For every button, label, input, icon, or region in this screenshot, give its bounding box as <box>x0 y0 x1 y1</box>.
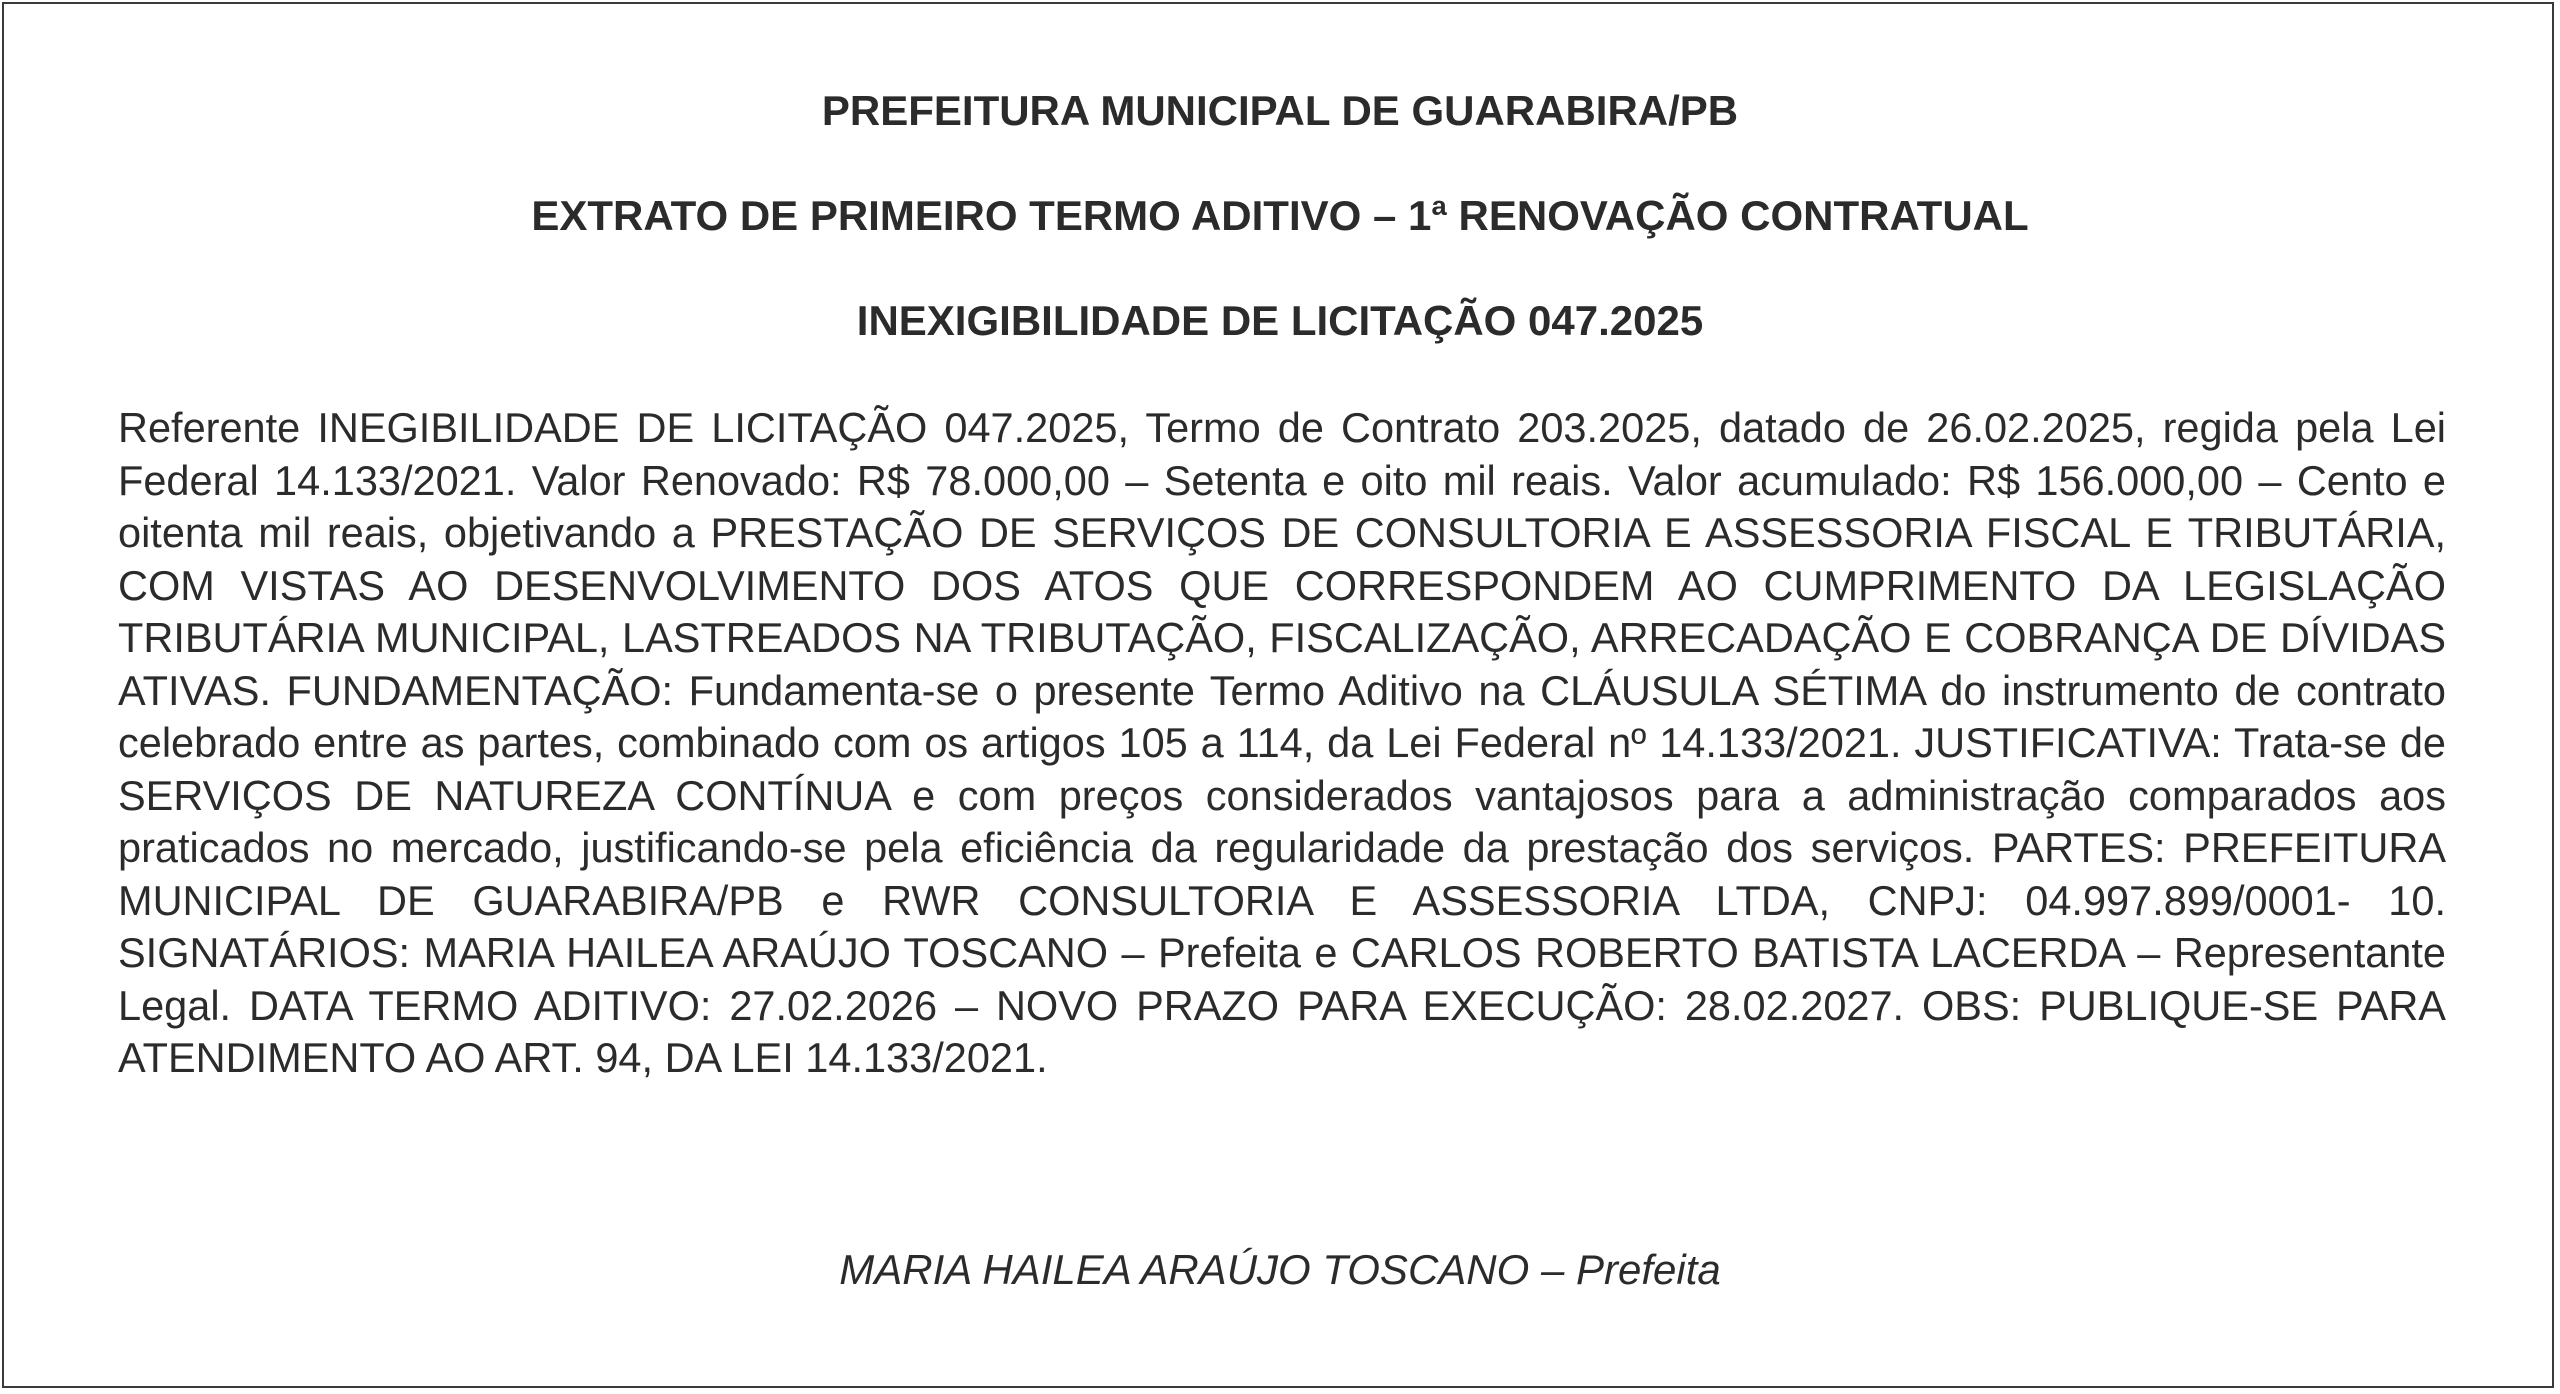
document-subtitle: EXTRATO DE PRIMEIRO TERMO ADITIVO – 1ª RENOVAÇÃO CONTRATUAL <box>531 192 2029 239</box>
document-body: Referente INEGIBILIDADE DE LICITAÇÃO 047.2025, Termo de Contrato 203.2025, datado de 26.02.2025, regida pela Lei Federal 14.133/2021. Valor Renovado: R$ 78.000,00 – Setenta e oito mil reais. Valor acumulado: R$ 156.000,00 – Cento e oitenta mil reais, objetivando a PRESTAÇÃO DE SERVIÇOS DE CONSULTORIA E ASSESSORIA FISCAL E TRIBUTÁRIA, COM VISTAS AO DESENVOLVIMENTO DOS ATOS QUE CORRESPONDEM AO CUMPRIMENTO DA LEGISLAÇÃO TRIBUTÁRIA MUNICIPAL, LASTREADOS NA TRIBUTAÇÃO, FISCALIZAÇÃO, ARRECADAÇÃO E COBRANÇA DE DÍVIDAS ATIVAS. FUNDAMENTAÇÃO: Fundamenta-se o presente Termo Aditivo na CLÁUSULA SÉTIMA do instrumento de contrato celebrado entre as partes, combinado com os artigos 105 a 114, da Lei Federal nº 14.133/2021. JUSTIFICATIVA: Trata-se de SERVIÇOS DE NATUREZA CONTÍNUA e com preços considerados vantajosos para a administração comparados aos praticados no mercado, justificando-se pela eficiência da regularidade da prestação dos serviços. PARTES: PREFEITURA MUNICIPAL DE GUARABIRA/PB e RWR CONSULTORIA E ASSESSORIA LTDA, CNPJ: 04.997.899/0001- 10. SIGNATÁRIOS: MARIA HAILEA ARAÚJO TOSCANO – Prefeita e CARLOS ROBERTO BATISTA LACERDA – Representante Legal. DATA TERMO ADITIVO: 27.02.2026 – NOVO PRAZO PARA EXECUÇÃO: 28.02.2027. OBS: PUBLIQUE-SE PARA ATENDIMENTO AO ART. 94, DA LEI 14.133/2021. <box>118 404 2446 1081</box>
document-title: PREFEITURA MUNICIPAL DE GUARABIRA/PB <box>821 87 1739 134</box>
signature-line: MARIA HAILEA ARAÚJO TOSCANO – Prefeita <box>839 1246 1721 1293</box>
document-reference: INEXIGIBILIDADE DE LICITAÇÃO 047.2025 <box>856 297 1704 344</box>
